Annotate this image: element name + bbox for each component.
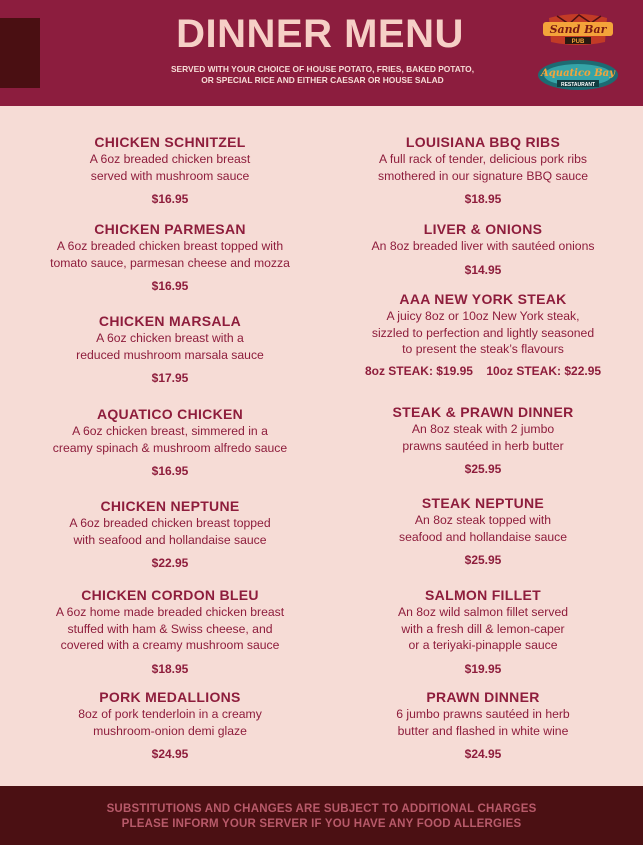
item-price: $24.95	[464, 747, 502, 761]
menu-item-aquatico-chicken	[20, 405, 320, 478]
item-name: STEAK & PRAWN DINNER	[392, 404, 574, 420]
item-name: LOUISIANA BBQ RIBS	[405, 134, 561, 150]
menu-item-chicken-cordon-bleu	[20, 586, 320, 676]
item-description: A juicy 8oz or 10oz New York steak, sizzled to perfection and lightly seasoned to present the steak’s flavours	[371, 309, 595, 356]
menu-item-prawn-dinner	[333, 688, 633, 761]
item-name: PRAWN DINNER	[426, 689, 540, 705]
item-price: $16.95	[151, 279, 189, 293]
header-accent-block	[0, 18, 40, 88]
item-description: An 8oz steak topped with seafood and hollandaise sauce	[398, 513, 568, 544]
subtitle-line-1: SERVED WITH YOUR CHOICE OF HOUSE POTATO, FRIES, BAKED POTATO,	[170, 64, 475, 74]
item-price: $16.95	[151, 192, 189, 206]
menu-item-steak-neptune	[333, 494, 633, 567]
menu-item-chicken-parmesan	[20, 220, 320, 293]
steak-price-options	[333, 364, 633, 378]
footer-notice	[0, 802, 643, 832]
footer-line-2: PLEASE INFORM YOUR SERVER IF YOU HAVE ANY FOOD ALLERGIES	[121, 818, 522, 830]
item-price-10oz: 10oz STEAK: $22.95	[486, 363, 602, 378]
item-price-8oz: 8oz STEAK: $19.95	[364, 363, 473, 378]
item-description: A full rack of tender, delicious pork ribs smothered in our signature BBQ sauce	[377, 152, 588, 183]
menu-item-aaa-new-york-steak	[333, 290, 633, 378]
footer-line-1: SUBSTITUTIONS AND CHANGES ARE SUBJECT TO ADDITIONAL CHARGES	[106, 803, 537, 815]
sand-bar-pub-logo	[535, 12, 621, 46]
menu-item-chicken-schnitzel	[20, 133, 320, 206]
item-description: A 6oz chicken breast, simmered in a creamy spinach & mushroom alfredo sauce	[52, 424, 288, 455]
item-name: CHICKEN MARSALA	[98, 313, 242, 329]
svg-text:PUB: PUB	[571, 39, 585, 45]
menu-item-louisiana-bbq-ribs	[333, 133, 633, 206]
item-description: A 6oz home made breaded chicken breast stuffed with ham & Swiss cheese, and covered with a creamy mushroom sauce	[55, 605, 285, 652]
item-name: LIVER & ONIONS	[423, 221, 543, 237]
item-description: A 6oz breaded chicken breast topped with tomato sauce, parmesan cheese and mozza	[50, 239, 290, 270]
item-description: A 6oz breaded chicken breast served with mushroom sauce	[89, 152, 251, 183]
item-name: SALMON FILLET	[425, 587, 541, 603]
item-name: CHICKEN CORDON BLEU	[81, 587, 259, 603]
item-description: A 6oz chicken breast with a reduced mushroom marsala sauce	[76, 331, 264, 362]
item-price: $25.95	[464, 462, 502, 476]
menu-item-chicken-neptune	[20, 497, 320, 570]
menu-item-liver-onions	[333, 220, 633, 277]
menu-footer	[0, 786, 643, 845]
item-name: CHICKEN SCHNITZEL	[94, 134, 246, 150]
item-name: AQUATICO CHICKEN	[96, 406, 244, 422]
item-description: 6 jumbo prawns sautéed in herb butter and flashed in white wine	[396, 707, 570, 738]
menu-item-chicken-marsala	[20, 312, 320, 385]
menu-item-pork-medallions	[20, 688, 320, 761]
item-description: An 8oz breaded liver with sautéed onions	[371, 239, 595, 253]
item-price: $16.95	[151, 464, 189, 478]
item-price: $24.95	[151, 747, 189, 761]
item-description: A 6oz breaded chicken breast topped with seafood and hollandaise sauce	[69, 516, 271, 547]
item-name: AAA NEW YORK STEAK	[399, 291, 567, 307]
item-name: PORK MEDALLIONS	[99, 689, 241, 705]
item-price: $19.95	[464, 661, 502, 676]
item-price: $22.95	[151, 556, 189, 570]
item-description: 8oz of pork tenderloin in a creamy mushroom-onion demi glaze	[78, 707, 262, 738]
item-description: An 8oz steak with 2 jumbo prawns sautéed in herb butter	[402, 422, 564, 453]
menu-item-salmon-fillet	[333, 586, 633, 676]
svg-text:RESTAURANT: RESTAURANT	[560, 82, 596, 88]
item-price: $17.95	[151, 371, 189, 385]
svg-text:Sand Bar: Sand Bar	[549, 23, 607, 36]
subtitle-line-2: OR SPECIAL RICE AND EITHER CAESAR OR HOUSE SALAD	[201, 75, 444, 85]
item-price: $18.95	[151, 661, 189, 676]
menu-subtitle	[120, 64, 525, 86]
item-name: STEAK NEPTUNE	[421, 495, 545, 511]
item-price: $25.95	[464, 553, 502, 567]
svg-text:Aquatico Bay: Aquatico Bay	[541, 68, 615, 79]
item-description: An 8oz wild salmon fillet served with a fresh dill & lemon-caper or a teriyaki-pinapple sauce	[397, 605, 569, 652]
menu-header	[0, 0, 643, 106]
page-title: DINNER MENU	[176, 12, 464, 56]
aquatico-bay-logo	[535, 58, 621, 92]
item-name: CHICKEN PARMESAN	[94, 221, 246, 237]
menu-item-steak-prawn-dinner	[333, 403, 633, 476]
item-price: $14.95	[464, 262, 502, 277]
item-price: $18.95	[464, 192, 502, 206]
item-name: CHICKEN NEPTUNE	[100, 498, 240, 514]
